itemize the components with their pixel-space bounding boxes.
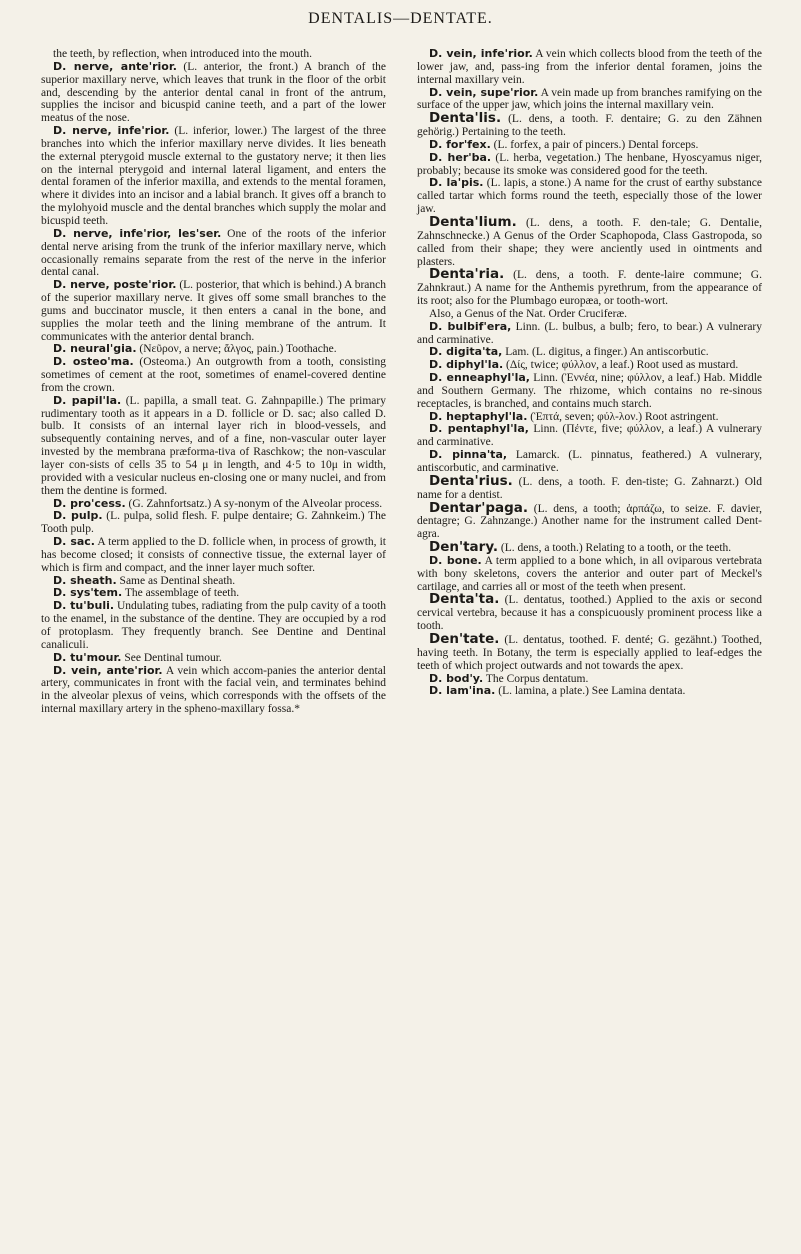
- entry-headword: D. bone.: [429, 553, 482, 567]
- entry-text: A vein which collects blood from the teeth of the lower jaw, and, pass-ing from the inferior dental foramen, joins the internal maxillary vein.: [417, 48, 762, 86]
- entry-headword: D. vein, supe'rior.: [429, 85, 539, 99]
- entry-headword: D. tu'mour.: [53, 650, 122, 664]
- entry-headword: D. nerve, infe'rior.: [53, 124, 170, 138]
- entry-headword: Denta'lis.: [429, 110, 502, 127]
- entry-headword: D. pulp.: [53, 509, 103, 523]
- entry-text: (L. herba, vegetation.) The henbane, Hyoscyamus niger, probably; because its smoke was considered good for the teeth.: [417, 151, 762, 177]
- entry-headword: D. digita'ta,: [429, 345, 503, 359]
- entry-headword: D. tu'buli.: [53, 599, 115, 613]
- entry-text: The Corpus dentatum.: [485, 672, 589, 685]
- entry-text: (L. anterior, the front.) A branch of the superior maxillary nerve, which leaves that trunk in the floor of the orbit and, descending by the anterior dental canal in front of the antrum, supplies the incisor and bicuspid canine teeth, and a part of the lower meatus of the nose.: [41, 60, 386, 125]
- entry-text: (L. pulpa, solid flesh. F. pulpe dentaire; G. Zahnkeim.) The Tooth pulp.: [41, 510, 387, 536]
- entry-text: Linn. (Ἐννέα, nine; φύλλον, a leaf.) Hab. Middle and Southern Germany. The rhizome, which contains no re-sinous receptacles, is branched, and contains much starch.: [417, 372, 763, 410]
- entry-headword: D. nerve, ante'rior.: [53, 59, 177, 73]
- entry: [417, 87, 762, 113]
- entry: [417, 630, 762, 673]
- entry-text: (L. dentatus, toothed. F. denté; G. gezähnt.) Toothed, having teeth. In Botany, the term is especially applied to leaf-edges the teeth of which project outwards and not towards the apex.: [417, 633, 762, 672]
- entry-headword: D. pentaphyl'la,: [429, 422, 529, 436]
- entry-text: (Δίς, twice; φύλλον, a leaf.) Root used as mustard.: [506, 359, 739, 372]
- entry: [41, 279, 386, 343]
- entry: [417, 593, 762, 633]
- entry-text: (L. posterior, that which is behind.) A branch of the superior maxillary nerve. It gives off some small branches to the gums and buccinator muscle, it then enters a canal in the bone, and supplies the molar teeth and the lining membrane of the antrum. It communicates with the anterior dental branch.: [41, 279, 386, 343]
- entry-text: Same as Dentinal sheath.: [119, 574, 236, 587]
- entry-headword: D. heptaphyl'la.: [429, 409, 528, 423]
- entry: [41, 665, 386, 716]
- entry-text: (L. dens, a tooth. F. dentaire; G. zu den Zähnen gehörig.) Pertaining to the teeth.: [417, 113, 762, 139]
- entry-headword: D. nerve, poste'rior.: [53, 278, 177, 292]
- entry-headword: D. vein, ante'rior.: [53, 663, 163, 677]
- entry-text: Lam. (L. digitus, a finger.) An antiscorbutic.: [505, 346, 709, 359]
- entry-headword: Den'tary.: [429, 539, 499, 556]
- entry-text: the teeth, by reflection, when introduced into the mouth.: [53, 48, 312, 60]
- entry-headword: D. nerve, infe'rior, les'ser.: [53, 226, 222, 240]
- entry: [417, 472, 762, 502]
- entry-headword: D. for'fex.: [429, 137, 491, 151]
- entry-headword: D. neural'gia.: [53, 342, 137, 356]
- entry-headword: D. osteo'ma.: [53, 355, 134, 369]
- entry-headword: D. bulbif'era,: [429, 319, 512, 333]
- entry-headword: D. enneaphyl'la,: [429, 371, 530, 385]
- entry-text: (L. dens, a tooth. F. den-tale; G. Dentalie, Zahnschnecke.) A Genus of the Order Scaphopoda, Class Gastropoda, so called from their shape; they were anciently used in ointments and plasters.: [417, 216, 762, 268]
- entry-headword: D. pinna'ta,: [429, 448, 508, 462]
- entry-headword: D. sac.: [53, 535, 95, 549]
- entry: [41, 125, 386, 228]
- entry: [41, 356, 386, 395]
- entry-text: A term applied to the D. follicle when, in process of growth, it has become closed; it consists of connective tissue, the external layer of which is firm and compact, and the inner layer much softer.: [41, 536, 386, 574]
- entry-text: (Νεῦρον, a nerve; ἄλγος, pain.) Toothache.: [139, 343, 337, 356]
- entry: [417, 449, 762, 475]
- entry-headword: D. la'pis.: [429, 176, 484, 190]
- entry-text: A term applied to a bone which, in all oviparous vertebrata with bony skeletons, covers the anterior and outer part of Meckel's cartilage, and carries all or most of the teeth when present.: [417, 554, 762, 593]
- entry-text: Linn. (L. bulbus, a bulb; fero, to bear.) A vulnerary and carminative.: [417, 320, 763, 346]
- entry: [417, 177, 762, 216]
- entry-text: (L. dens, a tooth. F. den-tiste; G. Zahnarzt.) Old name for a dentist.: [417, 475, 762, 501]
- entry-headword: Dentar'paga.: [429, 499, 529, 516]
- entry-text: (L. dens, a tooth; ἁρπάζω, to seize. F. davier, dentagre; G. Zahnzange.) Another name for the instrument called Dent-agra.: [417, 502, 763, 541]
- entry: [417, 685, 762, 698]
- entry-text: Linn. (Πέντε, five; φύλλον, a leaf.) A vulnerary and carminative.: [417, 423, 763, 449]
- entry-headword: D. her'ba.: [429, 150, 492, 164]
- entry-headword: D. sheath.: [53, 573, 117, 587]
- entry-text: (L. forfex, a pair of pincers.) Dental forceps.: [493, 138, 699, 151]
- entry: [417, 499, 763, 542]
- entry-headword: D. sys'tem.: [53, 586, 123, 600]
- entry-text: (L. inferior, lower.) The largest of the three branches into which the inferior maxillary nerve divides. It lies beneath the external pterygoid muscle external to the gustatory nerve; it then lies on the internal pterygoid and internal lateral ligament, and enters the dental foramen of the inferior maxilla, and extends to the mental foramen, where it divides into an incisor and a labial branch. It gives off a branch to the mylohyoid muscle and the dental branches which supply the molar and bicuspid teeth.: [41, 125, 387, 227]
- entry-text: (L. dens, a tooth.) Relating to a tooth, or the teeth.: [500, 542, 732, 555]
- entry-text: (L. papilla, a small teat. G. Zahnpapille.) The primary rudimentary tooth as it appears in a D. follicle or D. sac; also called D. bulb. It consists of an internal layer rich in blood-vessels, and subsequently containing nerves, and of a fine, non-vascular outer layer invested by the membrana præforma-tiva of Raschkow; the non-vascular layer con-sists of cells 35 to 54 μ in length, and 4·5 to 10μ in width, provided with a vesicular nucleus en-closing one or many nuclei, and from them the dentine is formed.: [41, 394, 386, 497]
- entry-text: (Ἑπτά, seven; φύλ-λον.) Root astringent.: [530, 410, 719, 423]
- entry-headword: D. pro'cess.: [53, 496, 126, 510]
- entry: [41, 395, 386, 498]
- entry-headword: D. diphyl'la.: [429, 358, 504, 372]
- running-head: DENTALIS—DENTATE.: [308, 10, 493, 27]
- entry-headword: D. papil'la.: [53, 393, 122, 407]
- entry-headword: D. vein, infe'rior.: [429, 47, 533, 60]
- entry-text: (G. Zahnfortsatz.) A sy-nonym of the Alveolar process.: [128, 497, 383, 510]
- entry-headword: Denta'rius.: [429, 472, 513, 489]
- entry: [41, 61, 386, 125]
- entry: [417, 112, 762, 139]
- entry-text: The assemblage of teeth.: [124, 587, 240, 600]
- entry-text: (Osteoma.) An outgrowth from a tooth, consisting sometimes of cement at the root, sometimes of enamel-covered dentine from the crown.: [41, 356, 387, 394]
- entry-text: One of the roots of the inferior dental nerve arising from the trunk of the inferior maxillary nerve, which occasionally remains separate from the rest of the nerve in the inferior dental canal.: [41, 227, 387, 279]
- entry-text: Also, a Genus of the Nat. Order Cruciferæ.: [429, 307, 627, 320]
- entry: [417, 321, 762, 347]
- entry: [417, 268, 762, 308]
- entry-headword: Denta'lium.: [429, 213, 517, 230]
- entry-text: (L. dentatus, toothed.) Applied to the axis or second cervical vertebra, because it has a conspicuously prominent process like a tooth.: [417, 594, 763, 633]
- right-column: [417, 48, 762, 698]
- entry: [417, 48, 762, 87]
- entry-headword: Denta'ria.: [429, 266, 505, 283]
- entry: [41, 600, 386, 651]
- entry-text: A vein made up from branches ramifying on the surface of the upper jaw, which joins the internal maxillary vein.: [417, 86, 762, 112]
- entry: [417, 541, 762, 555]
- entry: [417, 423, 762, 449]
- entry: [417, 555, 762, 594]
- entry-text: A vein which accom-panies the anterior dental artery, communicates in front with the facial vein, and terminates behind in the alveolar plexus of veins, which corresponds with the offsets of the internal maxillary artery in the spheno-maxillary fossa.*: [41, 664, 386, 716]
- entry: [417, 213, 762, 268]
- entry: [417, 152, 762, 178]
- entry: [41, 510, 386, 536]
- entry-headword: D. bod'y.: [429, 671, 484, 685]
- entry-headword: Den'tate.: [429, 630, 500, 647]
- entry-text: (L. lamina, a plate.) See Lamina dentata.: [498, 685, 686, 698]
- entry-text: See Dentinal tumour.: [124, 651, 222, 664]
- left-column: [41, 48, 386, 716]
- entry-headword: Denta'ta.: [429, 591, 500, 608]
- entry-text: Lamarck. (L. pinnatus, feathered.) A vulnerary, antiscorbutic, and carminative.: [417, 449, 762, 474]
- entry: [417, 372, 762, 411]
- entry: [41, 536, 386, 575]
- entry-text: (L. lapis, a stone.) A name for the crust of earthy substance called tartar which forms round the teeth, especially those of the lower jaw.: [417, 177, 763, 216]
- entry-text: Undulating tubes, radiating from the pulp cavity of a tooth to the enamel, in the substance of the dentine. They are occupied by a rod of protoplasm. They frequently branch. See Dentine and Dentinal canaliculi.: [41, 600, 386, 651]
- entry: [41, 228, 386, 279]
- entry-headword: D. lam'ina.: [429, 684, 496, 698]
- entry-text: (L. dens, a tooth. F. dente-laire commune; G. Zahnkraut.) A name for the Anthemis pyrethrum, from the appearance of its root; also for the Plumbago europæa, or tooth-wort.: [417, 269, 762, 308]
